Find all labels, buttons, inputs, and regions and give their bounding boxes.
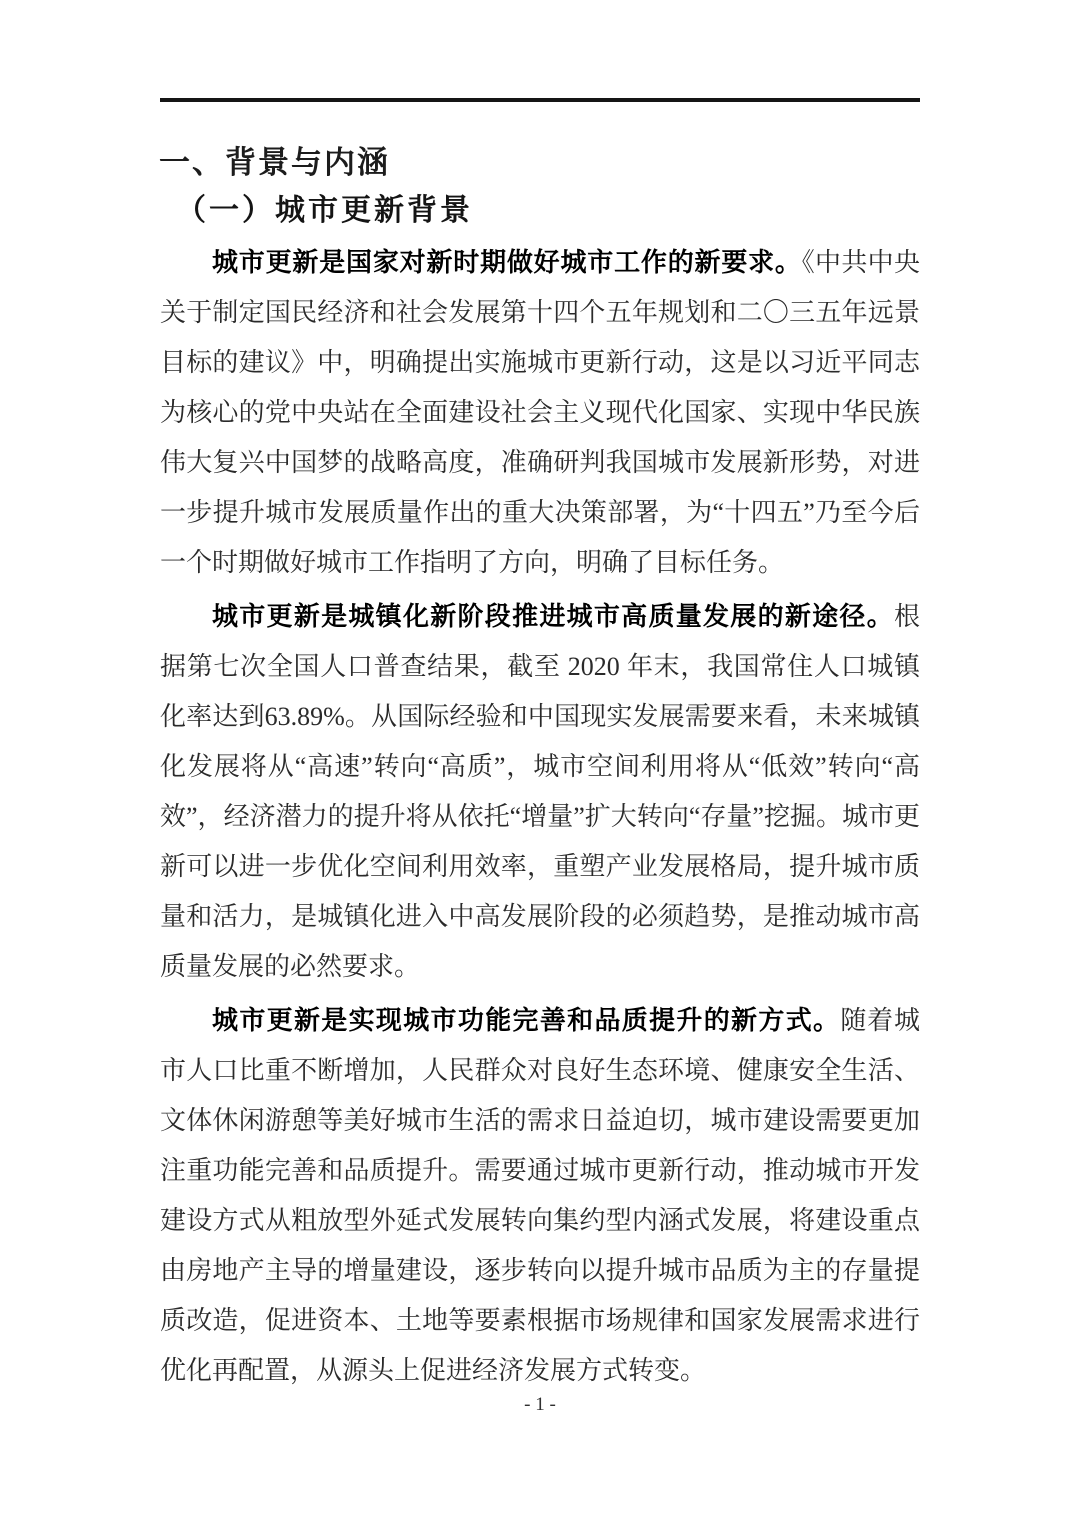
paragraph-2 [160, 592, 920, 992]
section-heading: 一、背景与内涵 [159, 145, 390, 180]
document-body [160, 238, 920, 1400]
paragraph-1-lead: 城市更新是国家对新时期做好城市工作的新要求。 [212, 248, 802, 277]
paragraph-3-text: 随着城市人口比重不断增加，人民群众对良好生态环境、健康安全生活、文体休闲游憩等美好城市生活的需求日益迫切，城市建设需要更加注重功能完善和品质提升。需要通过城市更新行动，推动城市开发建设方式从粗放型外延式发展转向集约型内涵式发展，将建设重点由房地产主导的增量建设，逐步转向以提升城市品质为主的存量提质改造，促进资本、土地等要素根据市场规律和国家发展需求进行优化再配置，从源头上促进经济发展方式转变。 [160, 1006, 920, 1385]
paragraph-1-text: 《中共中央关于制定国民经济和社会发展第十四个五年规划和二〇三五年远景目标的建议》中，明确提出实施城市更新行动，这是以习近平同志为核心的党中央站在全面建设社会主义现代化国家、实现中华民族伟大复兴中国梦的战略高度，准确研判我国城市发展新形势，对进一步提升城市发展质量作出的重大决策部署，为“十四五”乃至今后一个时期做好城市工作指明了方向，明确了目标任务。 [160, 248, 920, 577]
paragraph-2-text: 根据第七次全国人口普查结果，截至 2020 年末，我国常住人口城镇化率达到63.89%。从国际经验和中国现实发展需要来看，未来城镇化发展将从“高速”转向“高质”，城市空间利用将从“低效”转向“高效”，经济潜力的提升将从依托“增量”扩大转向“存量”挖掘。城市更新可以进一步优化空间利用效率，重塑产业发展格局，提升城市质量和活力，是城镇化进入中高发展阶段的必须趋势，是推动城市高质量发展的必然要求。 [160, 602, 920, 981]
subsection-heading: （一）城市更新背景 [176, 194, 473, 227]
paragraph-3 [160, 996, 920, 1396]
page-number: - 1 - [524, 1394, 556, 1415]
paragraph-1 [160, 238, 920, 588]
header-divider-rule [160, 98, 920, 102]
paragraph-2-lead: 城市更新是城镇化新阶段推进城市高质量发展的新途径。 [212, 602, 894, 631]
paragraph-3-lead: 城市更新是实现城市功能完善和品质提升的新方式。 [212, 1006, 841, 1035]
